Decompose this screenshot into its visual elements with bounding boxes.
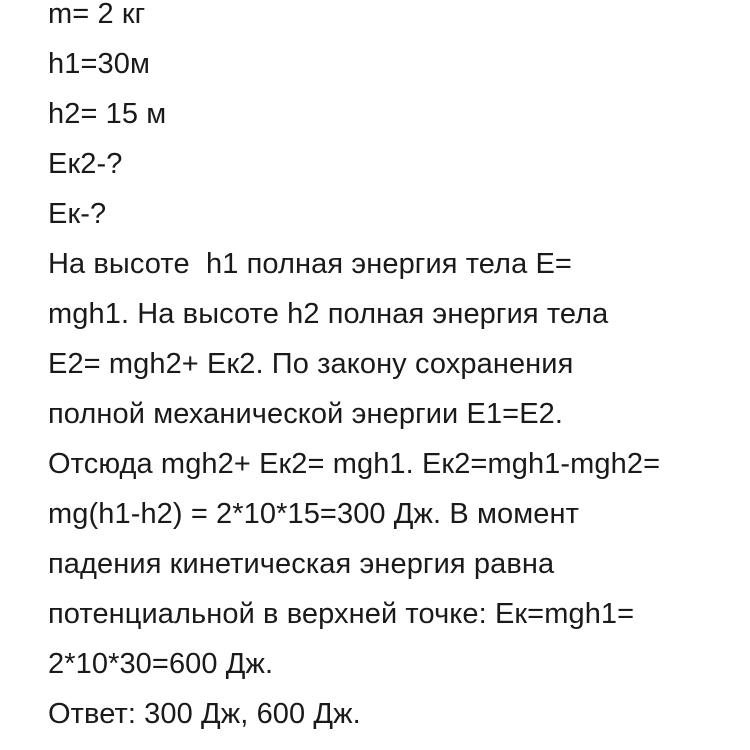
solution-line: Е2= mgh2+ Ек2. По закону сохранения [48,348,574,380]
solution-line: mg(h1-h2) = 2*10*15=300 Дж. В момент [48,498,579,530]
solution-line: потенциальной в верхней точке: Ек=mgh1= [48,598,635,630]
solution-document [48,0,738,739]
find-ek2: Ек2-? [48,148,123,180]
find-ek: Ек-? [48,198,107,230]
solution-line: падения кинетическая энергия равна [48,548,555,580]
given-h2: h2= 15 м [48,98,167,130]
given-h1: h1=30м [48,48,150,80]
solution-line: mgh1. На высоте h2 полная энергия тела [48,298,609,330]
solution-line: Отсюда mgh2+ Ек2= mgh1. Ек2=mgh1-mgh2= [48,448,661,480]
solution-line: На высоте h1 полная энергия тела Е= [48,248,572,280]
given-mass: m= 2 кг [48,0,146,30]
answer-line: Ответ: 300 Дж, 600 Дж. [48,698,361,730]
solution-line: полной механической энергии Е1=Е2. [48,398,564,430]
solution-line: 2*10*30=600 Дж. [48,648,274,680]
